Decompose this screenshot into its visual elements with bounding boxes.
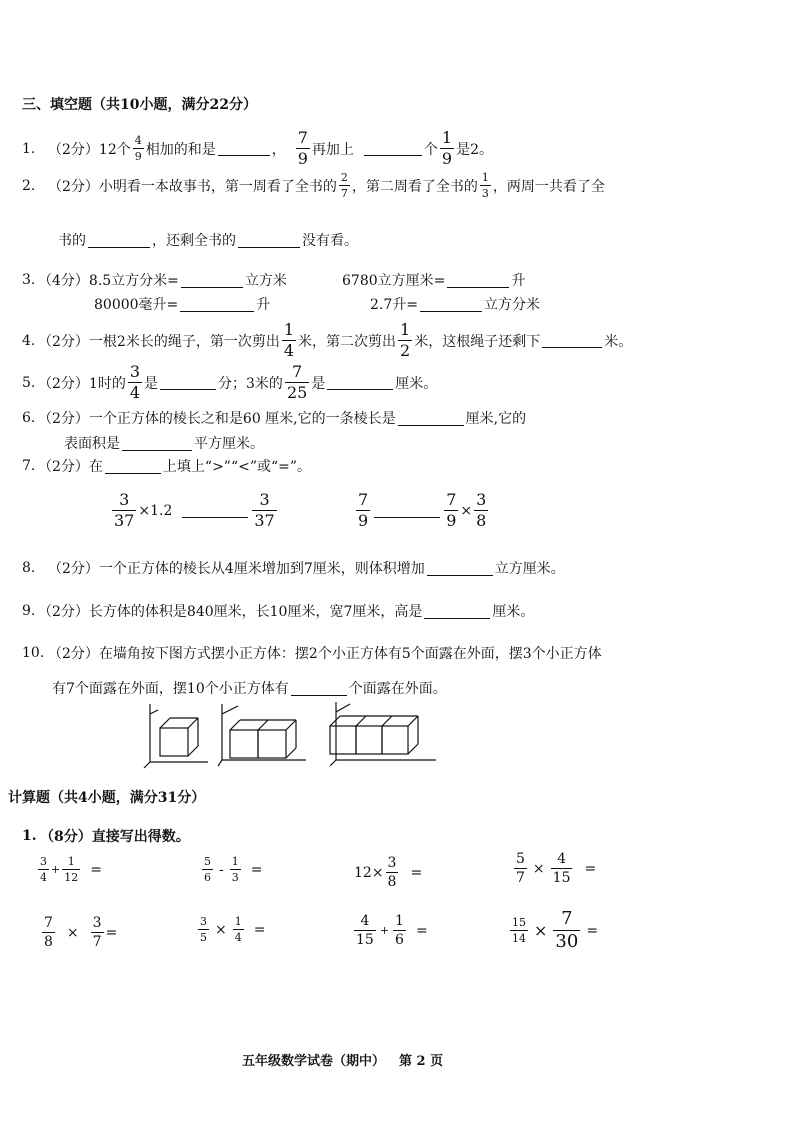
question-3-part-d: [370, 294, 540, 314]
question-text: 个: [423, 141, 438, 158]
question-text: 厘米。: [492, 604, 535, 620]
question-number: 5.: [22, 374, 36, 391]
question-text: 上填上“>”“<”或“=”。: [162, 459, 312, 475]
operator: ×: [532, 860, 545, 877]
question-text: 6780立方厘米=: [342, 273, 446, 289]
question-text: （2分）长方体的体积是840厘米，长10厘米，宽7厘米，高是: [38, 604, 423, 620]
question-text: ，: [271, 141, 286, 158]
question-text: 升: [511, 273, 526, 289]
expression-text: ×1.2: [138, 502, 173, 519]
question-3-part-c: [94, 294, 270, 314]
operator: ×: [534, 921, 548, 940]
question-9: [22, 601, 534, 621]
answer-blank[interactable]: [398, 411, 464, 426]
question-text: （2分）12个: [48, 141, 131, 158]
question-4: [22, 322, 632, 359]
fraction: $\frac{3}{37}$: [114, 490, 135, 530]
answer-blank[interactable]: [181, 273, 243, 288]
question-text: 再加上: [311, 141, 354, 158]
times-sign: ×: [460, 502, 473, 519]
question-number: 6.: [22, 410, 36, 426]
question-10-line-2: [52, 678, 447, 698]
question-text: （2分）1时的: [38, 375, 126, 392]
answer-blank[interactable]: [88, 233, 150, 248]
fraction: $\frac{7}{8}$: [44, 915, 53, 950]
question-text: 书的: [58, 233, 86, 249]
fraction: $\frac{7}{9}$: [358, 490, 369, 530]
question-text: 立方厘米。: [494, 561, 565, 577]
question-6: [22, 408, 526, 428]
question-text: 是: [311, 375, 326, 392]
question-number: 8.: [22, 560, 36, 576]
equals-sign: =: [105, 924, 118, 941]
question-number: 1.: [22, 140, 36, 157]
answer-blank[interactable]: [447, 273, 509, 288]
question-3-part-b: [342, 270, 525, 290]
question-number: 9.: [22, 603, 36, 619]
fraction: $\frac{1}{4}$: [234, 915, 242, 944]
question-number: 10.: [22, 645, 45, 661]
equals-sign: =: [250, 861, 263, 878]
question-6-line-2: [64, 433, 264, 453]
operator: ×: [215, 921, 227, 938]
question-text: 2.7升=: [370, 297, 418, 313]
answer-blank[interactable]: [160, 375, 216, 390]
equals-sign: =: [586, 922, 599, 939]
question-number: 1.: [22, 828, 37, 844]
fraction: $\frac{15}{14}$: [512, 916, 526, 945]
page-footer: [242, 1050, 443, 1069]
question-number: 3.: [22, 272, 36, 288]
equals-sign: =: [253, 921, 266, 938]
fraction: $\frac{3}{4}$: [129, 362, 141, 402]
question-text: 立方米: [244, 273, 287, 289]
answer-blank[interactable]: [327, 375, 393, 390]
fraction: $\frac{5}{7}$: [516, 851, 525, 886]
operator: -: [219, 861, 224, 878]
question-number: 4.: [22, 332, 36, 349]
question-text: （2分）一根2米长的绳子，第一次剪出: [38, 333, 280, 350]
equals-sign: =: [410, 864, 423, 881]
question-number: 7.: [22, 458, 36, 474]
corner-figure-3: [330, 702, 436, 766]
question-7: [22, 456, 311, 476]
equals-sign: =: [415, 922, 428, 939]
question-8: [22, 558, 565, 578]
answer-blank[interactable]: [427, 561, 493, 576]
section-3-title: 三、填空题（共10小题，满分22分）: [22, 97, 257, 113]
question-3-line-1: [22, 270, 287, 290]
calc-1-2: [200, 856, 262, 883]
question-text: （2分）一个正方体的棱长之和是60 厘米,它的一条棱长是: [38, 411, 396, 427]
fraction: $\frac{1}{9}$: [441, 128, 453, 168]
question-text: 表面积是: [64, 436, 120, 452]
equals-sign: =: [584, 860, 597, 877]
question-1: [22, 130, 493, 167]
question-text: 相加的和是: [145, 141, 216, 158]
question-text: 立方分米: [484, 297, 540, 313]
fraction: $\frac{4}{15}$: [552, 851, 571, 886]
equals-sign: =: [90, 861, 102, 878]
question-text: 是2。: [456, 141, 494, 158]
fraction: $\frac{3}{7}$: [92, 915, 102, 950]
fraction: $\frac{3}{37}$: [254, 490, 275, 530]
fraction: $\frac{1}{6}$: [395, 913, 404, 948]
calc-question-1: [22, 826, 190, 846]
answer-blank[interactable]: [542, 333, 602, 348]
question-text: 是: [144, 375, 159, 392]
question-text: 有7个面露在外面，摆10个小正方体有: [52, 681, 289, 697]
calc-2-3: [352, 914, 428, 947]
fraction: $\frac{4}{9}$: [134, 134, 142, 163]
fraction: $\frac{1}{3}$: [231, 855, 239, 884]
question-text: 米。: [604, 333, 633, 350]
question-text: ，第二周看了全书的: [351, 178, 478, 195]
compare-blank[interactable]: [182, 503, 248, 518]
answer-blank[interactable]: [180, 297, 254, 312]
calc-2-4: [508, 910, 598, 951]
question-text: 没有看。: [302, 233, 358, 249]
question-text: （2分）一个正方体的棱长从4厘米增加到7厘米，则体积增加: [48, 561, 425, 577]
question-text: 分；3米的: [218, 375, 283, 392]
corner-figure-2: [218, 704, 306, 766]
fraction: $\frac{7}{9}$: [297, 128, 308, 168]
section-4-title: 计算题（共4小题，满分31分）: [8, 790, 206, 806]
question-10: [22, 643, 602, 663]
fraction: $\frac{2}{7}$: [340, 171, 348, 200]
fraction: $\frac{1}{2}$: [400, 320, 411, 360]
exam-title: 五年级数学试卷（期中）: [242, 1054, 386, 1069]
answer-blank[interactable]: [364, 141, 422, 156]
question-text: （4分）8.5立方分米=: [38, 273, 179, 289]
corner-figure-1: [144, 704, 208, 768]
question-text: 80000毫升=: [94, 297, 179, 313]
question-text: 米，这根绳子还剩下: [414, 333, 541, 350]
answer-blank[interactable]: [218, 141, 270, 156]
operator: +: [51, 863, 61, 876]
fraction: $\frac{3}{5}$: [200, 915, 207, 944]
question-5: [22, 364, 437, 401]
calc-2-2: [196, 916, 265, 943]
question-text: ，还剩全书的: [152, 233, 236, 249]
question-text: 米，第二次剪出: [298, 333, 397, 350]
answer-blank[interactable]: [105, 459, 161, 474]
answer-blank[interactable]: [424, 604, 490, 619]
answer-blank[interactable]: [122, 436, 192, 451]
operator: +: [379, 924, 390, 937]
fraction: $\frac{7}{9}$: [446, 490, 457, 530]
fraction: $\frac{3}{8}$: [476, 490, 487, 530]
fraction: $\frac{7}{30}$: [555, 908, 579, 952]
operator: ×: [66, 924, 79, 941]
compare-blank[interactable]: [374, 503, 440, 518]
calc-1-3: [354, 856, 422, 889]
question-text: 厘米,它的: [465, 411, 527, 427]
fraction: $\frac{5}{6}$: [204, 855, 211, 884]
fraction: $\frac{1}{12}$: [64, 855, 79, 884]
calc-1-1: [36, 856, 102, 883]
question-2-line-2: [58, 230, 358, 250]
question-text: （2分）在墙角按下图方式摆小正方体：摆2个小正方体有5个面露在外面，摆3个小正方体: [48, 646, 602, 662]
comparison-2: [354, 492, 490, 529]
calc-1-4: [512, 852, 596, 885]
answer-blank[interactable]: [420, 297, 482, 312]
calc-2-1: [40, 916, 117, 949]
answer-blank[interactable]: [238, 233, 300, 248]
fraction: $\frac{3}{4}$: [40, 855, 47, 884]
question-text: 平方厘米。: [194, 436, 264, 452]
question-text: ，两周一共看了全: [492, 178, 605, 195]
expression-text: 12×: [354, 864, 384, 881]
comparison-1: [110, 492, 279, 529]
question-text: （2分）小明看一本故事书，第一周看了全书的: [48, 178, 337, 195]
answer-blank[interactable]: [291, 681, 347, 696]
page-number: 第 2 页: [399, 1054, 444, 1069]
fraction: $\frac{7}{25}$: [286, 362, 308, 402]
question-text: 厘米。: [395, 375, 438, 392]
question-text: 个面露在外面。: [348, 681, 447, 697]
question-text: （2分）在: [38, 459, 103, 475]
question-number: 2.: [22, 177, 36, 194]
question-text: 升: [256, 297, 271, 313]
cube-corner-figures: [140, 700, 440, 770]
fraction: $\frac{4}{15}$: [356, 913, 374, 948]
fraction: $\frac{3}{8}$: [387, 855, 397, 890]
question-2: [22, 172, 605, 199]
question-text: （8分）直接写出得数。: [40, 829, 190, 845]
fraction: $\frac{1}{4}$: [283, 320, 295, 360]
fraction: $\frac{1}{3}$: [481, 171, 489, 200]
